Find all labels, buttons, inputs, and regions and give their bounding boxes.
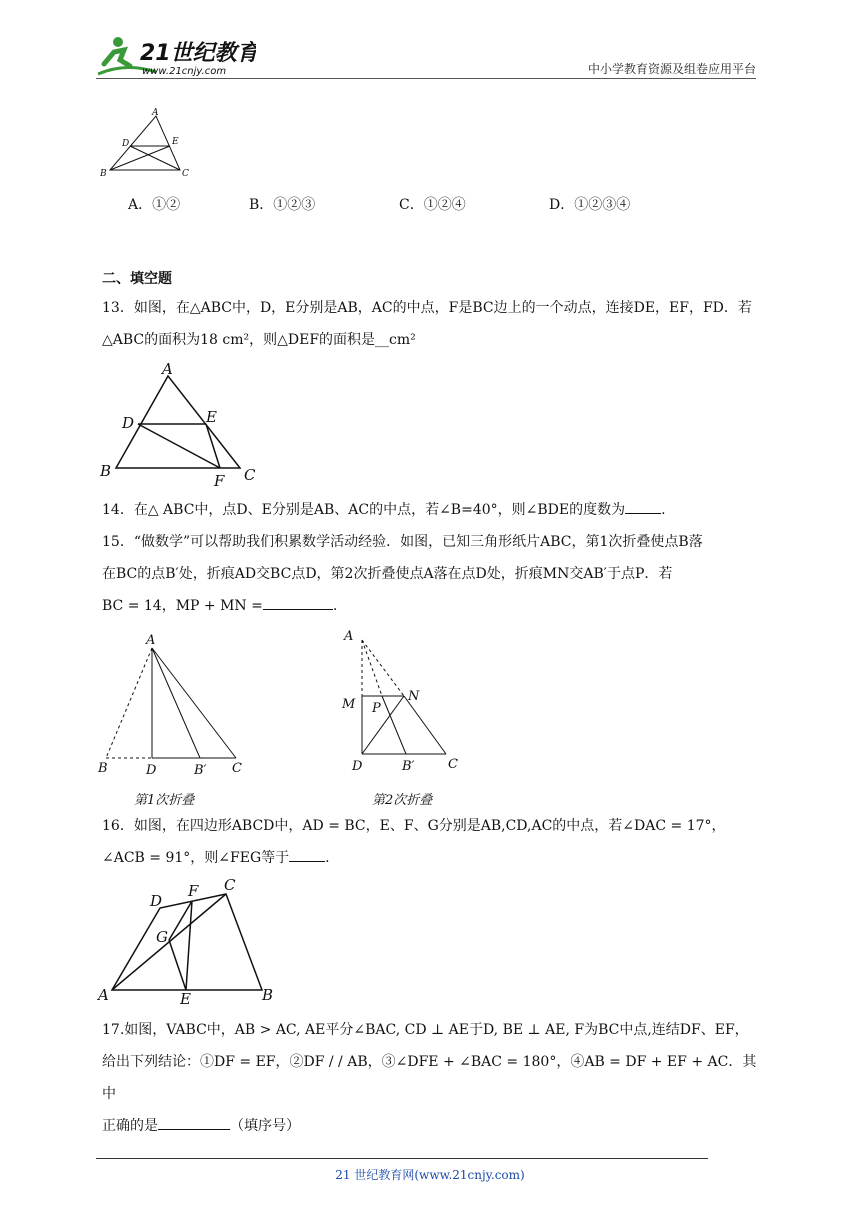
svg-text:C: C [182,169,189,179]
svg-text:C: C [244,466,256,484]
q17-line2: 给出下列结论：①DF = EF，②DF / / AB，③∠DFE + ∠BAC = 180°，④AB = DF + EF + AC．其中 [102,1054,757,1102]
question-14: 14．在△ ABC中，点D、E分别是AB、AC的中点，若∠B=40°，则∠BDE的度数为 . [102,494,767,526]
svg-text:www.21cnjy.com: www.21cnjy.com [142,66,227,77]
runner-logo-icon [96,34,256,80]
svg-text:A: A [344,629,354,644]
header-divider [96,78,756,79]
q13-line2: △ABC的面积为18 cm²，则△DEF的面积是__cm² [102,332,416,348]
q17-line1: 17.如图，VABC中，AB > AC, AE平分∠BAC, CD ⊥ AE于D, BE ⊥ AE, F为BC中点,连结DF、EF， [102,1022,749,1038]
footer-divider [96,1158,708,1159]
fold-figure-1 [106,648,236,758]
section-title: 二、填空题 [102,271,172,287]
svg-text:E: E [172,137,179,147]
q13-triangle-figure [98,360,268,490]
svg-text:B′: B′ [194,763,207,778]
q16-line2: ∠ACB = 91°，则∠FEG等于 . [102,842,767,874]
q12-triangle-figure [100,108,200,182]
fold-figure-2 [362,640,446,754]
svg-text:A: A [98,986,109,1004]
svg-text:E: E [180,990,191,1006]
q15-answer-blank[interactable] [263,595,333,610]
q17-line3: 正确的是 （填序号） [102,1110,767,1142]
q16-answer-blank[interactable] [289,847,325,862]
header-platform-label: 中小学教育资源及组卷应用平台 [587,62,756,76]
question-13 [102,292,767,356]
caption-fold-1: 第1次折叠 [134,793,195,808]
svg-text:G: G [156,928,168,946]
svg-text:N: N [408,689,420,704]
option-b[interactable]: B．①②③ [249,197,316,213]
svg-text:A: A [162,360,173,378]
svg-text:B: B [262,986,274,1004]
svg-text:C: C [224,876,236,894]
q16-quadrilateral-figure [96,876,286,1006]
svg-text:D: D [352,759,363,774]
svg-text:D: D [146,763,157,778]
svg-text:M: M [342,697,356,712]
svg-text:E: E [206,408,217,426]
svg-text:A: A [152,108,159,118]
option-d[interactable]: D．①②③④ [549,197,631,213]
svg-text:B: B [98,761,108,776]
site-logo [96,34,256,80]
svg-text:B′: B′ [402,759,415,774]
svg-text:P: P [372,701,381,716]
svg-text:C: C [232,761,242,776]
svg-text:C: C [448,757,458,772]
q15-line2: 在BC的点B′处，折痕AD交BC点D，第2次折叠使点A落在点D处，折痕MN交AB′于点P．若 [102,566,673,582]
svg-text:B: B [100,169,107,179]
q15-line3: BC = 14，MP + MN = . [102,590,767,622]
svg-text:F: F [214,472,225,490]
svg-text:D: D [150,892,163,910]
question-17 [102,1014,767,1142]
option-a[interactable]: A．①② [128,197,181,213]
svg-text:D: D [122,139,130,149]
q16-line1: 16．如图，在四边形ABCD中，AD = BC，E、F、G分别是AB,CD,AC的中点，若∠DAC = 17°， [102,818,726,834]
q13-line1: 13．如图，在△ABC中，D，E分别是AB，AC的中点，F是BC边上的一个动点，连接DE，EF，FD．若 [102,300,752,316]
q17-answer-blank[interactable] [158,1115,230,1130]
q14-answer-blank[interactable] [625,499,661,514]
q15-line1: 15．“做数学”可以帮助我们积累数学活动经验．如图，已知三角形纸片ABC，第1次折叠使点B落 [102,534,703,550]
svg-text:B: B [100,462,112,480]
caption-fold-2: 第2次折叠 [372,793,433,808]
svg-text:F: F [188,882,199,900]
svg-text:A: A [146,633,156,648]
svg-text:D: D [122,414,135,432]
option-c[interactable]: C．①②④ [399,197,466,213]
svg-text:21世纪教育: 21世纪教育 [140,41,256,66]
question-16 [102,810,767,874]
footer-link[interactable]: 21 世纪教育网(www.21cnjy.com) [335,1168,525,1182]
q15-folding-figures [96,628,476,812]
question-15 [102,526,767,622]
